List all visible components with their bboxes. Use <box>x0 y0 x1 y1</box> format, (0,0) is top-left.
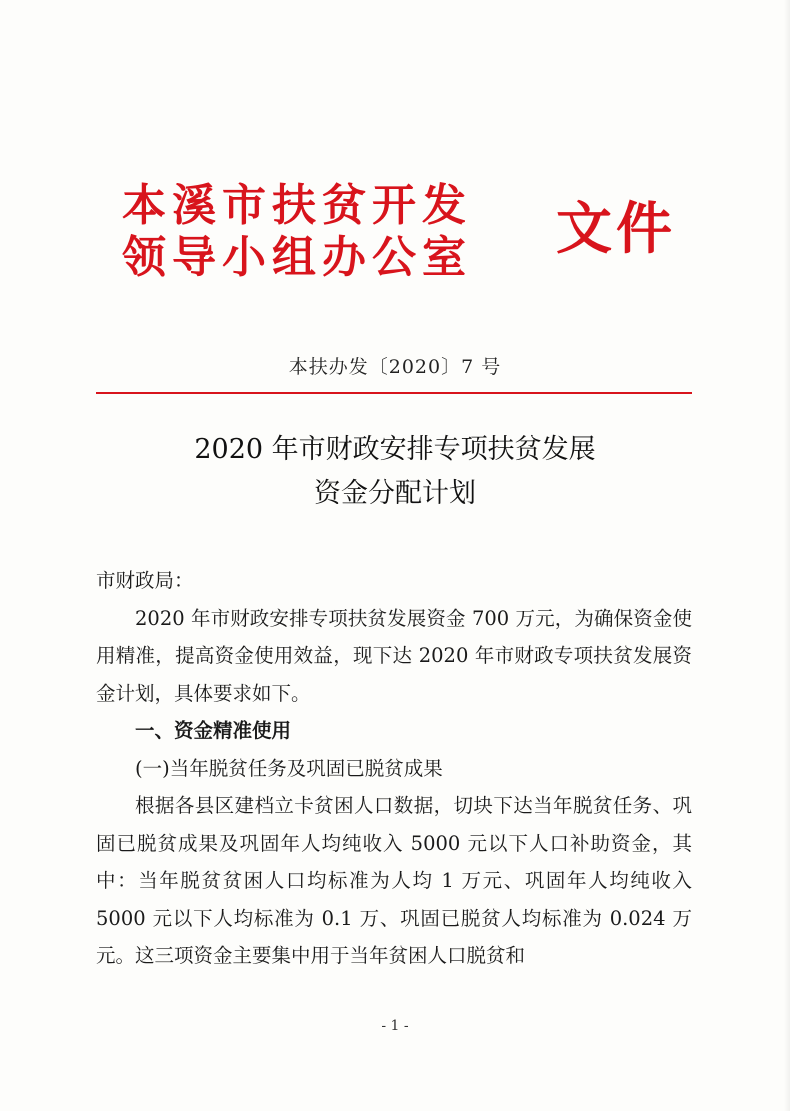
section-heading: 一、资金精准使用 <box>135 719 292 742</box>
document-number: 本扶办发〔2020〕7 号 <box>288 356 502 378</box>
intro-paragraph: 2020 年市财政安排专项扶贫发展资金 700 万元，为确保资金使用精准，提高资金使用效益，现下达 2020 年市财政专项扶贫发展资金计划，具体要求如下。 <box>96 606 692 705</box>
title-line-2: 资金分配计划 <box>314 478 476 509</box>
document-type: 文件 <box>556 197 676 262</box>
red-separator-line <box>96 392 692 394</box>
issuer-line-1: 本溪市扶贫开发 <box>122 180 472 231</box>
document-body <box>96 562 692 975</box>
subsection-paragraph: 根据各县区建档立卡贫困人口数据，切块下达当年脱贫任务、巩固已脱贫成果及巩固年人均纯收入 5000 元以下人口补助资金，其中：当年脱贫贫困人口均标准为人均 1 万元、巩固年人均纯收入 5000 元以下人均标准为 0.1 万、巩固已脱贫人均标准为 0.024 万元。这三项资金主要集中用于当年贫困人口脱贫和 <box>96 794 692 967</box>
document-title <box>0 428 790 516</box>
red-header <box>122 180 682 290</box>
issuing-office <box>122 180 542 284</box>
subsection-heading: (一)当年脱贫任务及巩固已脱贫成果 <box>135 756 443 780</box>
page-number: - 1 - <box>381 1018 409 1034</box>
page-edge <box>784 0 790 1111</box>
issuer-line-2: 领导小组办公室 <box>122 232 472 283</box>
salutation: 市财政局： <box>96 569 194 592</box>
title-line-1: 2020 年市财政安排专项扶贫发展 <box>194 434 596 465</box>
